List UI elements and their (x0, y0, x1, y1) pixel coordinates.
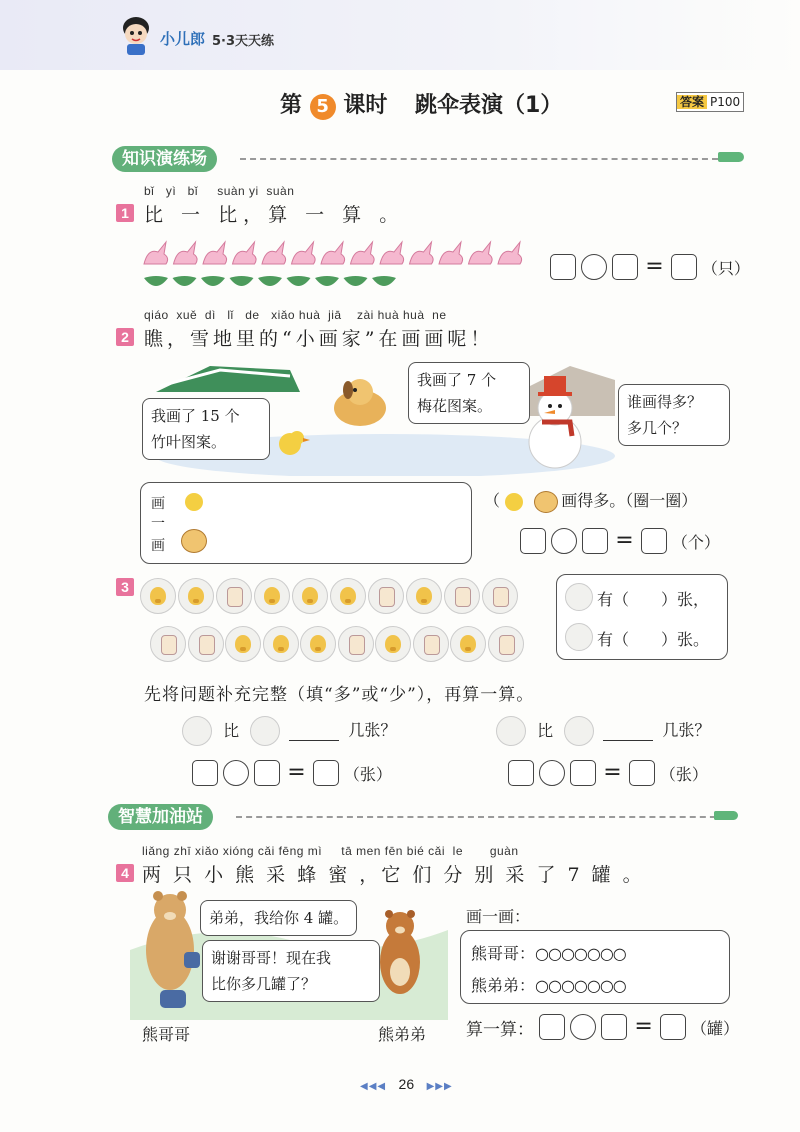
operator-circle[interactable] (539, 760, 565, 786)
result-box[interactable] (671, 254, 697, 280)
leaf-icon (230, 276, 254, 286)
compare-word: 比 (537, 720, 554, 740)
q4-unit: （罐） (691, 1018, 740, 1038)
q2-choice-text: 画得多。（圈一圈） (561, 491, 698, 510)
chick-bubble-line2: 竹叶图案。 (151, 433, 227, 451)
trophy-card-icon (565, 583, 593, 611)
q3-question-right (496, 716, 710, 746)
trophy-card-icon (225, 626, 261, 662)
equals-sign: = (615, 528, 634, 553)
trophy-shape (385, 635, 401, 653)
leaf-icon (287, 276, 311, 286)
row2-label: 熊弟弟： (471, 976, 536, 995)
rabbit-icon (498, 242, 522, 264)
operator-circle[interactable] (581, 254, 607, 280)
lesson-name: 跳伞表演（1） (415, 93, 563, 118)
card-row-2 (150, 626, 550, 662)
dog-speech-bubble (408, 362, 530, 424)
trophy-card-icon (450, 626, 486, 662)
answer-box[interactable] (612, 254, 638, 280)
trophy-card-icon (375, 626, 411, 662)
answer-box[interactable] (508, 760, 534, 786)
answer-box[interactable] (570, 760, 596, 786)
page-footer (360, 1076, 453, 1093)
hand-shape (227, 587, 243, 607)
draw-label-3: 画 (151, 538, 165, 554)
answer-box[interactable] (192, 760, 218, 786)
trophy-shape (188, 587, 204, 605)
trophy-card-icon (263, 626, 299, 662)
trophy-card-icon (254, 578, 290, 614)
small-bear-label: 熊弟弟 (378, 1025, 427, 1044)
hand-shape (499, 635, 515, 655)
trophy-card-icon (140, 578, 176, 614)
result-box[interactable] (641, 528, 667, 554)
left-arrows: ◀◀◀ (360, 1081, 387, 1092)
answer-page: P100 (710, 95, 741, 109)
trophy-card-icon (182, 716, 212, 746)
lesson-number: 5 (310, 94, 336, 120)
q3-question-left (182, 716, 396, 746)
leaf-icon (372, 276, 396, 286)
rabbit-icon (233, 242, 257, 264)
snowman-bubble-line1: 谁画得多？ (627, 393, 703, 411)
chick-icon (185, 493, 203, 511)
rabbit-icon (380, 242, 404, 264)
hand-shape (493, 587, 509, 607)
q3-number: 3 (116, 578, 134, 596)
hand-card-icon (565, 623, 593, 651)
choice-dog-icon[interactable] (534, 491, 558, 513)
q3-equation-left (192, 760, 392, 786)
q4-equation (466, 1014, 739, 1040)
chick-speech-bubble (142, 398, 270, 460)
trophy-shape (273, 635, 289, 653)
q4-draw-panel[interactable] (460, 930, 730, 1004)
rabbit-icon (144, 242, 168, 264)
leaf-icon (315, 276, 339, 286)
hand-card-icon (338, 626, 374, 662)
rabbit-icon (292, 242, 316, 264)
hand-card-icon (496, 716, 526, 746)
trophy-shape (416, 587, 432, 605)
hand-card-icon (368, 578, 404, 614)
hand-card-icon (482, 578, 518, 614)
blank-suffix: 几张？ (662, 720, 711, 740)
snowman-speech-bubble (618, 384, 730, 446)
leaf-row (140, 274, 400, 294)
right-arrows: ▶▶▶ (426, 1081, 453, 1092)
draw-label-2: 一 (151, 516, 165, 532)
q1-unit: （只） (701, 258, 750, 278)
answer-box[interactable] (550, 254, 576, 280)
q2-draw-area[interactable] (140, 482, 472, 564)
hand-card-icon (188, 626, 224, 662)
q4-pinyin: liǎng zhī xiǎo xióng cǎi fēng mì tā men fēn bié cǎi le guàn (142, 844, 519, 858)
calc-label: 算一算： (466, 1019, 534, 1040)
answer-box[interactable] (539, 1014, 565, 1040)
section-divider (240, 158, 718, 160)
hand-shape (349, 635, 365, 655)
equals-sign: = (603, 760, 622, 785)
trophy-card-icon (178, 578, 214, 614)
row1-label: 熊哥哥： (471, 944, 536, 963)
equals-sign: = (634, 1014, 653, 1039)
compare-word: 比 (223, 720, 240, 740)
trophy-card-icon (406, 578, 442, 614)
q1-pinyin: bǐ yì bǐ suàn yi suàn (144, 184, 295, 198)
hand-card-icon (444, 578, 480, 614)
equals-sign: = (287, 760, 306, 785)
trophy-card-icon (292, 578, 328, 614)
q1-number: 1 (116, 204, 134, 222)
mascot-icon (118, 14, 154, 56)
small-bubble-line1: 谢谢哥哥！现在我 (211, 949, 332, 967)
answer-box[interactable] (520, 528, 546, 554)
leaf-icon (201, 276, 225, 286)
trophy-shape (310, 635, 326, 653)
operator-circle[interactable] (551, 528, 577, 554)
q3-unit: （张） (659, 764, 708, 784)
q2-choice (484, 488, 697, 513)
fill-blank[interactable] (289, 722, 339, 741)
rabbit-icon (469, 242, 493, 264)
big-bear-speech-bubble: 弟弟，我给你 4 罐。 (200, 900, 357, 936)
rabbit-icon (262, 242, 286, 264)
section-wisdom: 智慧加油站 (108, 804, 213, 830)
pencil-icon (718, 152, 744, 162)
answer-box[interactable] (582, 528, 608, 554)
q3-has-2: 有（ ）张。 (597, 630, 710, 649)
chick-bubble-line1: 我画了 15 个 (151, 407, 240, 425)
blank-suffix: 几张？ (348, 720, 397, 740)
trophy-shape (460, 635, 476, 653)
leaf-icon (344, 276, 368, 286)
trophy-shape (150, 587, 166, 605)
rabbit-icon (203, 242, 227, 264)
trophy-card-icon (300, 626, 336, 662)
series-name: 5·3天天练 (212, 34, 275, 49)
answer-box[interactable] (601, 1014, 627, 1040)
trophy-shape (302, 587, 318, 605)
rabbit-icon (439, 242, 463, 264)
hand-shape (455, 587, 471, 607)
answer-box[interactable] (254, 760, 280, 786)
snowman-bubble-line2: 多几个？ (627, 419, 688, 437)
q3-equation-right (508, 760, 708, 786)
q2-equation (520, 528, 720, 554)
leaf-icon (173, 276, 197, 286)
row1 (471, 941, 626, 964)
operator-circle[interactable] (570, 1014, 596, 1040)
hand-card-icon (488, 626, 524, 662)
trophy-shape (235, 635, 251, 653)
q2-unit: （个） (671, 532, 720, 552)
result-box[interactable] (660, 1014, 686, 1040)
big-bear-label: 熊哥哥 (142, 1025, 191, 1044)
choice-chick-icon[interactable] (505, 493, 523, 511)
equals-sign: = (645, 254, 664, 279)
row1-circles: ○○○○○○○ (535, 944, 626, 963)
row2-circles: ○○○○○○○ (535, 976, 626, 995)
leaf-icon (144, 276, 168, 286)
q1-text: 比 一 比，算 一 算 。 (144, 204, 405, 226)
pencil-icon (714, 811, 738, 820)
trophy-card-icon (564, 716, 594, 746)
answer-ref (676, 92, 744, 112)
rabbit-icons (140, 236, 524, 268)
dog-icon (181, 529, 207, 553)
result-box[interactable] (629, 760, 655, 786)
card-row-1 (140, 578, 550, 614)
hand-shape (199, 635, 215, 655)
hand-shape (379, 587, 395, 607)
q3-instruction: 先将问题补充完整（填“多”或“少”），再算一算。 (144, 685, 535, 705)
hand-shape (161, 635, 177, 655)
dog-bubble-line2: 梅花图案。 (417, 397, 493, 415)
section-knowledge: 知识演练场 (112, 146, 217, 172)
q1-equation (550, 254, 750, 280)
hand-card-icon (413, 626, 449, 662)
trophy-card-icon (330, 578, 366, 614)
rabbit-icon (321, 242, 345, 264)
fill-blank[interactable] (603, 722, 653, 741)
operator-circle[interactable] (223, 760, 249, 786)
page-number: 26 (398, 1076, 415, 1092)
answer-label: 答案 (677, 95, 707, 109)
rabbit-icon (410, 242, 434, 264)
draw-title: 画一画： (466, 907, 531, 926)
trophy-shape (264, 587, 280, 605)
q4-number: 4 (116, 864, 134, 882)
q3-unit: （张） (343, 764, 392, 784)
dog-bubble-line1: 我画了 7 个 (417, 371, 497, 389)
q2-text: 瞧，雪地里的“小画家”在画画呢！ (144, 328, 494, 350)
q2-pinyin: qiáo xuě dì lǐ de xiǎo huà jiā zài huà huà ne (144, 308, 447, 322)
rabbit-row (140, 236, 524, 268)
rabbit-icon (351, 242, 375, 264)
hand-card-icon (150, 626, 186, 662)
lesson-title (280, 88, 562, 120)
paren-open: （ (484, 491, 501, 510)
q3-has-1: 有（ ）张， (597, 590, 710, 609)
leaf-icons (140, 274, 400, 294)
result-box[interactable] (313, 760, 339, 786)
draw-label-1: 画 (151, 496, 165, 512)
row2 (471, 973, 626, 996)
rabbit-icon (174, 242, 198, 264)
hand-card-icon (250, 716, 280, 746)
section-divider (236, 816, 726, 818)
brand-name: 小儿郎 (160, 30, 206, 48)
small-bubble-line2: 比你多几罐了？ (211, 975, 317, 993)
trophy-shape (340, 587, 356, 605)
hand-card-icon (216, 578, 252, 614)
lesson-suffix: 课时 (343, 93, 388, 118)
hand-shape (424, 635, 440, 655)
q2-number: 2 (116, 328, 134, 346)
q4-text: 两 只 小 熊 采 蜂 蜜 ，它 们 分 别 采 了 7 罐 。 (142, 864, 645, 886)
lesson-prefix: 第 (280, 93, 303, 118)
q3-count-panel (556, 574, 728, 660)
leaf-icon (258, 276, 282, 286)
small-bear-speech-bubble (202, 940, 380, 1002)
